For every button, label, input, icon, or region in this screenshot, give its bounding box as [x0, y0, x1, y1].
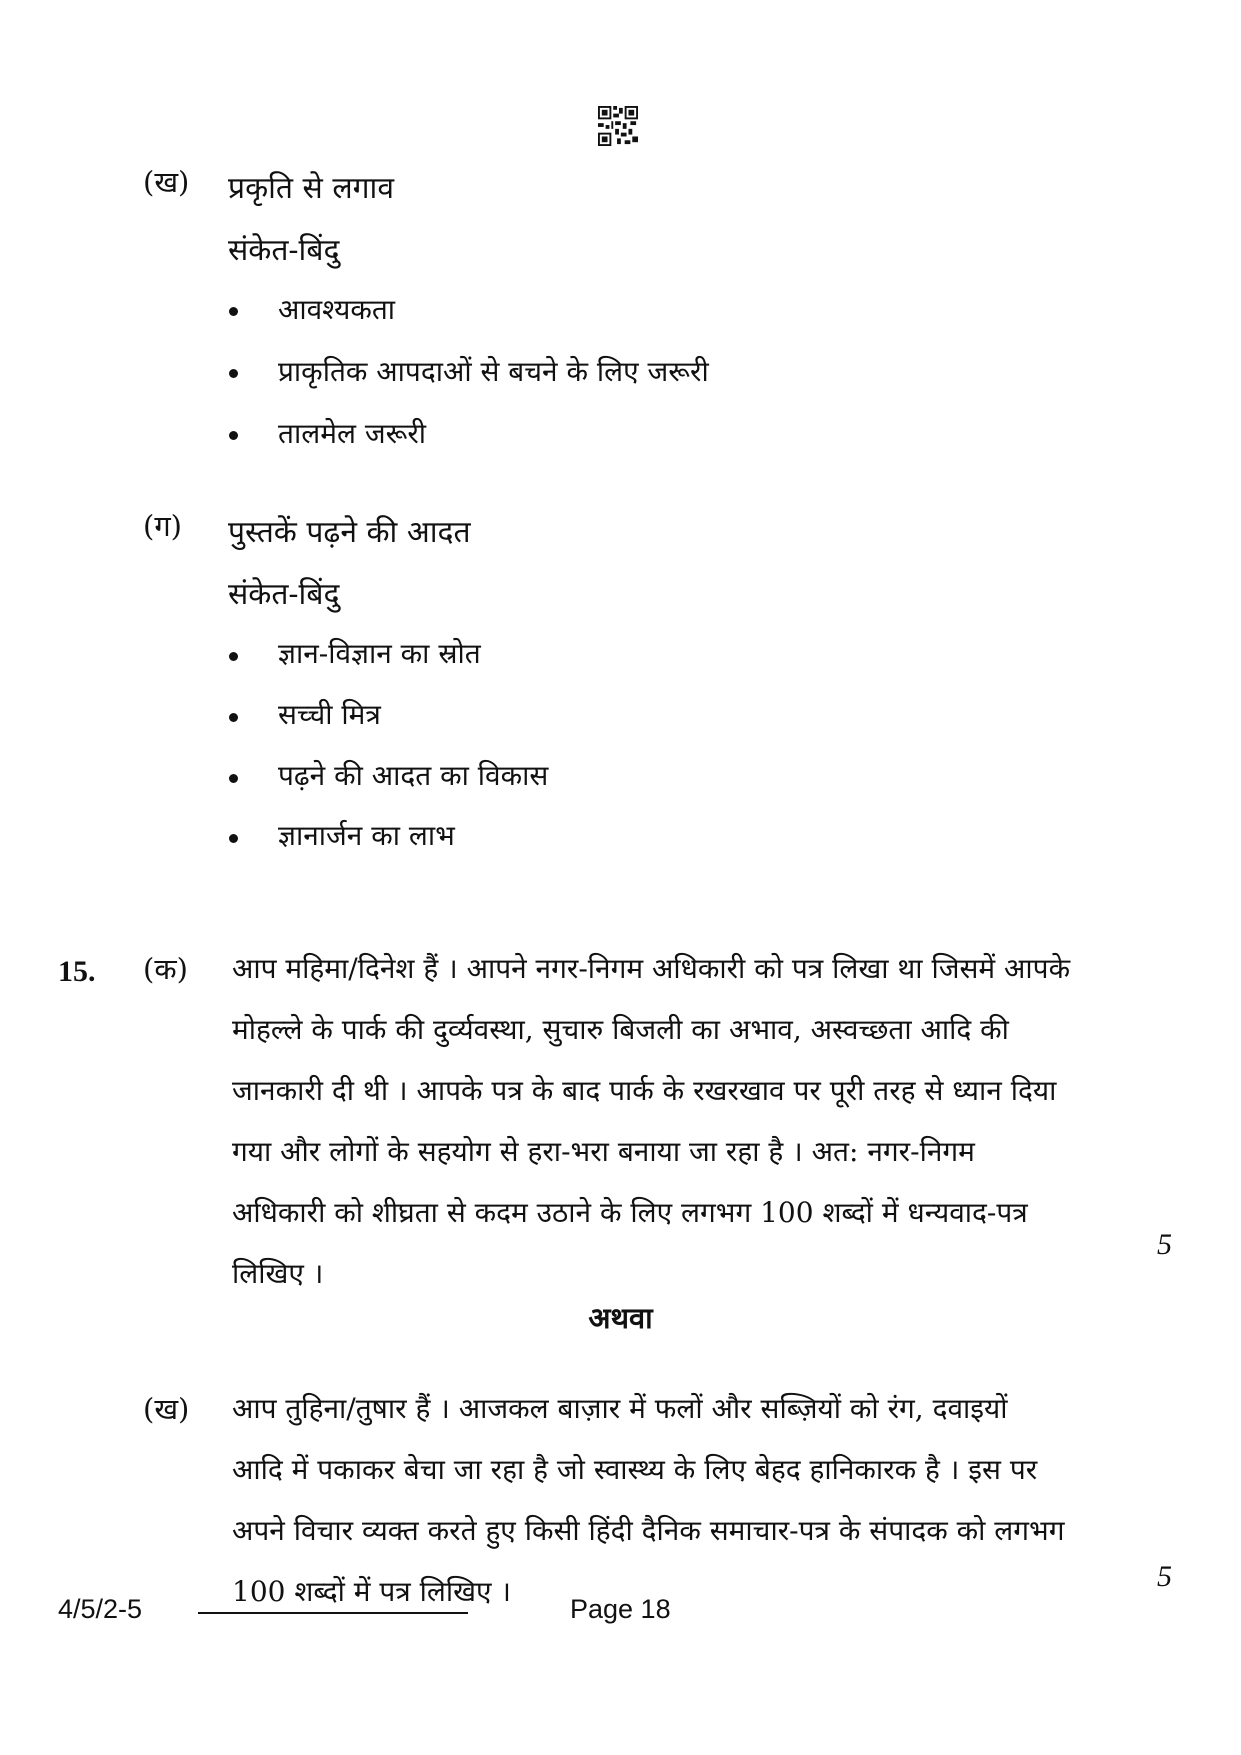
bullet-item: पढ़ने की आदत का विकास: [278, 759, 549, 792]
text-line: अपने विचार व्यक्त करते हुए किसी हिंदी दैनिक समाचार-पत्र के संपादक को लगभग: [232, 1514, 1065, 1547]
hint-label: संकेत-बिंदु: [228, 577, 340, 612]
text-line: आप महिमा/दिनेश हैं । आपने नगर-निगम अधिकारी को पत्र लिखा था जिसमें आपके: [232, 952, 1071, 985]
bullet-item: प्राकृतिक आपदाओं से बचने के लिए जरूरी: [278, 355, 709, 388]
bullet-item: ज्ञान-विज्ञान का स्रोत: [278, 637, 481, 670]
option-label-kha-q15: (ख): [143, 1392, 190, 1426]
bullet-icon: [229, 834, 238, 843]
bullet-item: आवश्यकता: [278, 293, 396, 326]
footer-divider: [198, 1612, 468, 1614]
bullet-icon: [229, 652, 238, 661]
bullet-icon: [229, 713, 238, 722]
marks-kha: 5: [1157, 1560, 1172, 1593]
option-label-ga: (ग): [143, 509, 182, 543]
text-line: आप तुहिना/तुषार हैं । आजकल बाज़ार में फलों और सब्ज़ियों को रंग, दवाइयों: [232, 1392, 1008, 1425]
qr-code-icon: [598, 105, 638, 147]
topic-title-nature: प्रकृति से लगाव: [228, 171, 395, 206]
text-line: मोहल्ले के पार्क की दुर्व्यवस्था, सुचारु बिजली का अभाव, अस्वच्छता आदि की: [232, 1013, 1009, 1046]
hint-label: संकेत-बिंदु: [228, 233, 340, 268]
bullet-icon: [229, 431, 238, 440]
question-text-ka: [232, 938, 1132, 1304]
text-line: आदि में पकाकर बेचा जा रहा है जो स्वास्थ्य के लिए बेहद हानिकारक है । इस पर: [232, 1453, 1038, 1486]
marks-ka: 5: [1157, 1228, 1172, 1261]
topic-title-reading: पुस्तकें पढ़ने की आदत: [228, 515, 471, 550]
or-divider: अथवा: [588, 1301, 653, 1335]
bullet-item: ज्ञानार्जन का लाभ: [278, 819, 455, 852]
bullet-icon: [229, 369, 238, 378]
text-line: 100 शब्दों में पत्र लिखिए ।: [232, 1575, 512, 1608]
bullet-icon: [229, 307, 238, 316]
text-line: गया और लोगों के सहयोग से हरा-भरा बनाया जा रहा है । अत: नगर-निगम: [232, 1135, 975, 1168]
bullet-item: तालमेल जरूरी: [278, 417, 427, 450]
text-line: जानकारी दी थी । आपके पत्र के बाद पार्क के रखरखाव पर पूरी तरह से ध्यान दिया: [232, 1074, 1057, 1107]
page-number: Page 18: [570, 1594, 671, 1624]
bullet-icon: [229, 774, 238, 783]
option-label-ka: (क): [143, 952, 188, 986]
question-number: 15.: [58, 955, 96, 988]
question-text-kha: [232, 1378, 1132, 1622]
bullet-item: सच्ची मित्र: [278, 698, 381, 731]
paper-code: 4/5/2-5: [58, 1594, 143, 1624]
option-label-kha: (ख): [143, 165, 190, 199]
text-line: अधिकारी को शीघ्रता से कदम उठाने के लिए लगभग 100 शब्दों में धन्यवाद-पत्र: [232, 1196, 1028, 1229]
text-line: लिखिए ।: [232, 1257, 324, 1290]
